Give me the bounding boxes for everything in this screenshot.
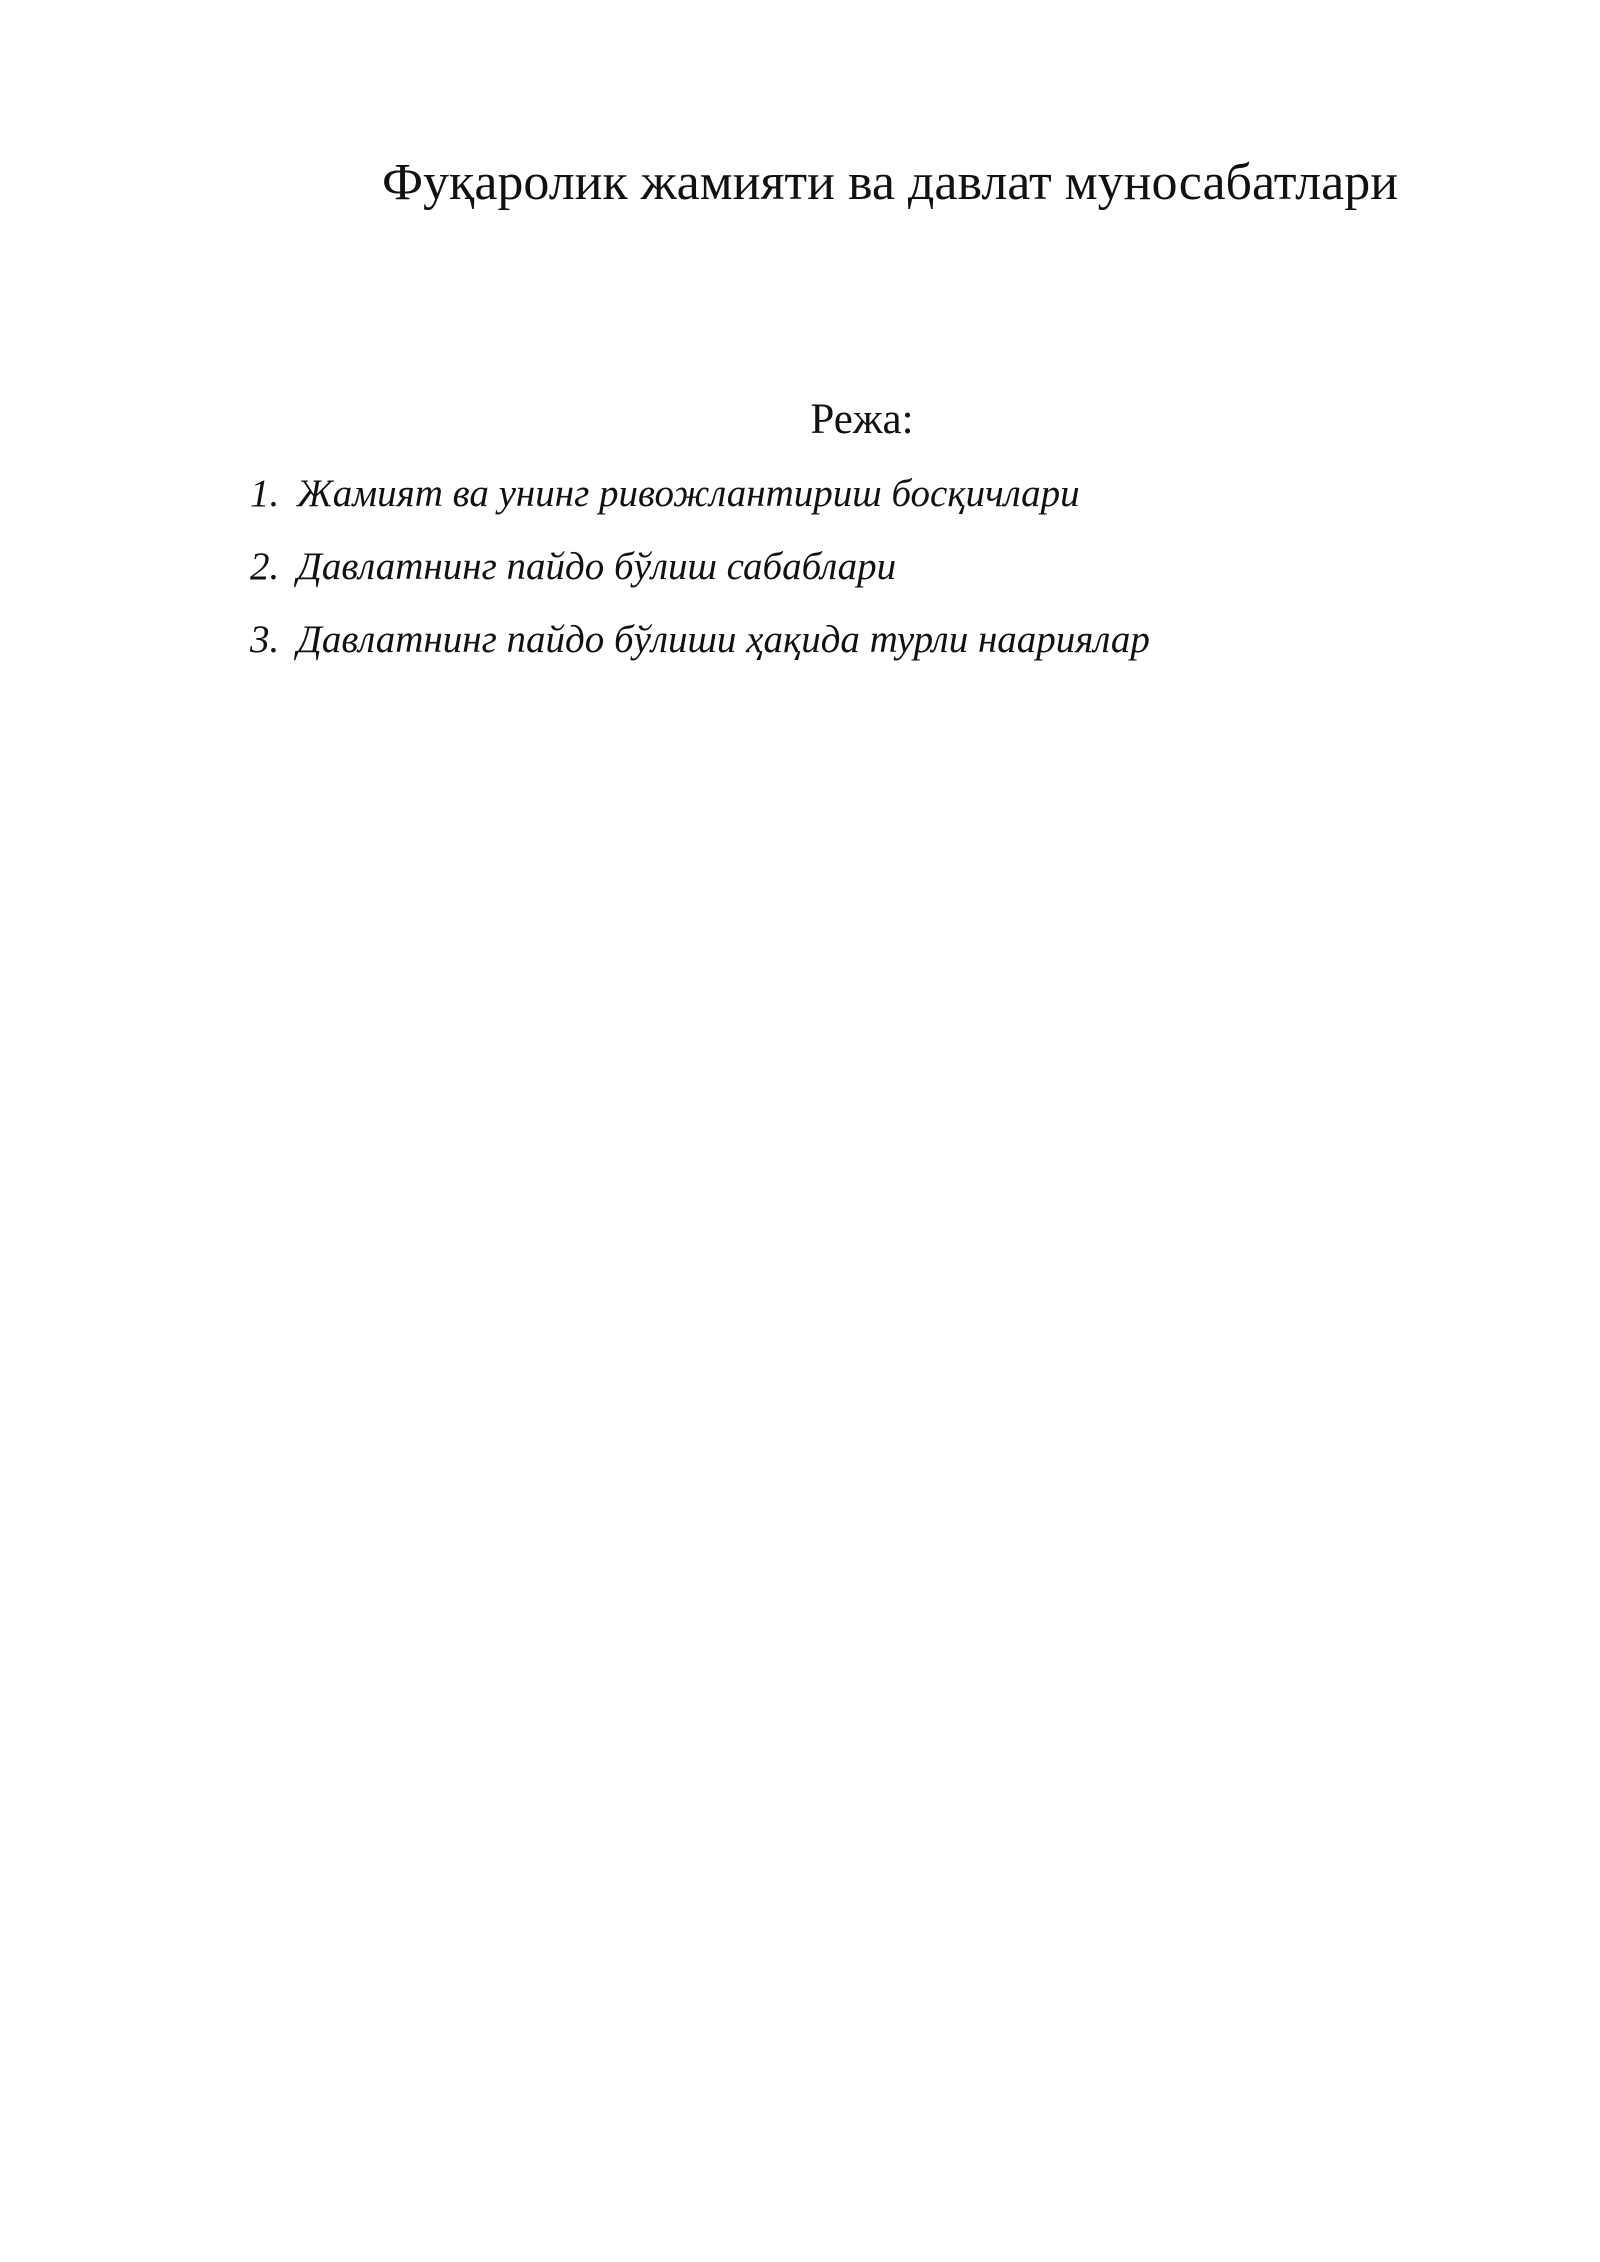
plan-item — [250, 541, 1150, 593]
plan-item-number: 2. — [250, 545, 280, 588]
plan-item-text: Давлатнинг пайдо бўлиши ҳақида турли наариялар — [297, 618, 1150, 661]
document-title: Фуқаролик жамияти ва давлат муносабатлари — [381, 154, 1399, 211]
plan-item-text: Давлатнинг пайдо бўлиш сабаблари — [297, 545, 897, 588]
plan-item — [250, 614, 1150, 666]
plan-item-text: Жамият ва унинг ривожлантириш босқичлари — [297, 472, 1080, 515]
plan-heading: Режа: — [810, 396, 914, 443]
plan-item-number: 1. — [250, 472, 280, 515]
plan-item-number: 3. — [250, 618, 280, 661]
plan-item — [250, 468, 1150, 520]
plan-list — [250, 468, 1150, 687]
